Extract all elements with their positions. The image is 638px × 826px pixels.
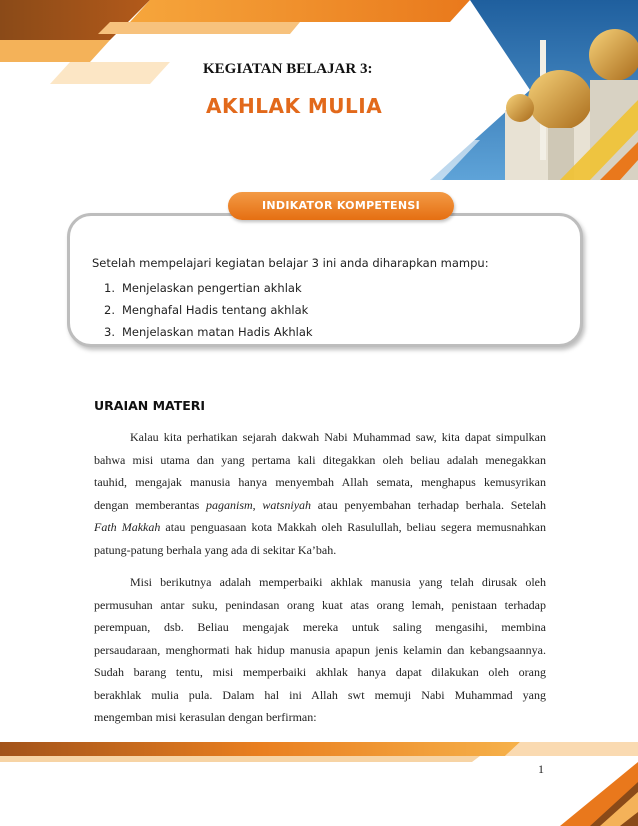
section-heading: URAIAN MATERI [94, 398, 206, 413]
list-item: 2. Menghafal Hadis tentang akhlak [104, 303, 309, 317]
indicator-intro: Setelah mempelajari kegiatan belajar 3 ini anda diharapkan mampu: [92, 256, 489, 270]
page-title: AKHLAK MULIA [206, 94, 383, 118]
header-banner [0, 0, 638, 180]
page-number: 1 [538, 762, 544, 776]
list-item: 3. Menjelaskan matan Hadis Akhlak [104, 325, 313, 339]
paragraph-1: Kalau kita perhatikan sejarah dakwah Nabi Muhammad saw, kita dapat simpulkan bahwa misi utama dan yang pertama kali ditegakkan oleh beliau adalah menegakkan tauhid, mengajak manusia hanya menyembah Allah semata, menghapus kemusyrikan dengan memberantas paganism, watsniyah atau penyembahan terhadap berhala. Setelah Fath Makkah atau penguasaan kota Makkah oleh Rasulullah, beliau segera memusnahkan patung-patung berhala yang ada di sekitar Ka’bah. [94, 430, 547, 557]
list-item: 1. Menjelaskan pengertian akhlak [104, 281, 302, 295]
footer-banner [0, 742, 638, 826]
kegiatan-label: KEGIATAN BELAJAR 3: [203, 61, 373, 77]
indicator-label: INDIKATOR KOMPETENSI [228, 192, 454, 220]
indicator-list [104, 277, 313, 343]
paragraph-2: Misi berikutnya adalah memperbaiki akhlak manusia yang telah dirusak oleh permusuhan antar suku, penindasan orang kuat atas orang lemah, penistaan terhadap perempuan, dsb. Beliau mengajak mereka untuk saling mengasihi, membina persaudaraan, menghormati hak hidup manusia apapun jenis kelamin dan kebangsaannya. Sudah barang tentu, misi memperbaiki akhlak hanya dapat dilakukan oleh orang berakhlak mulia pula. Dalam hal ini Allah swt memuji Nabi Muhammad yang mengemban misi kerasulan dengan berfirman: [94, 575, 546, 724]
